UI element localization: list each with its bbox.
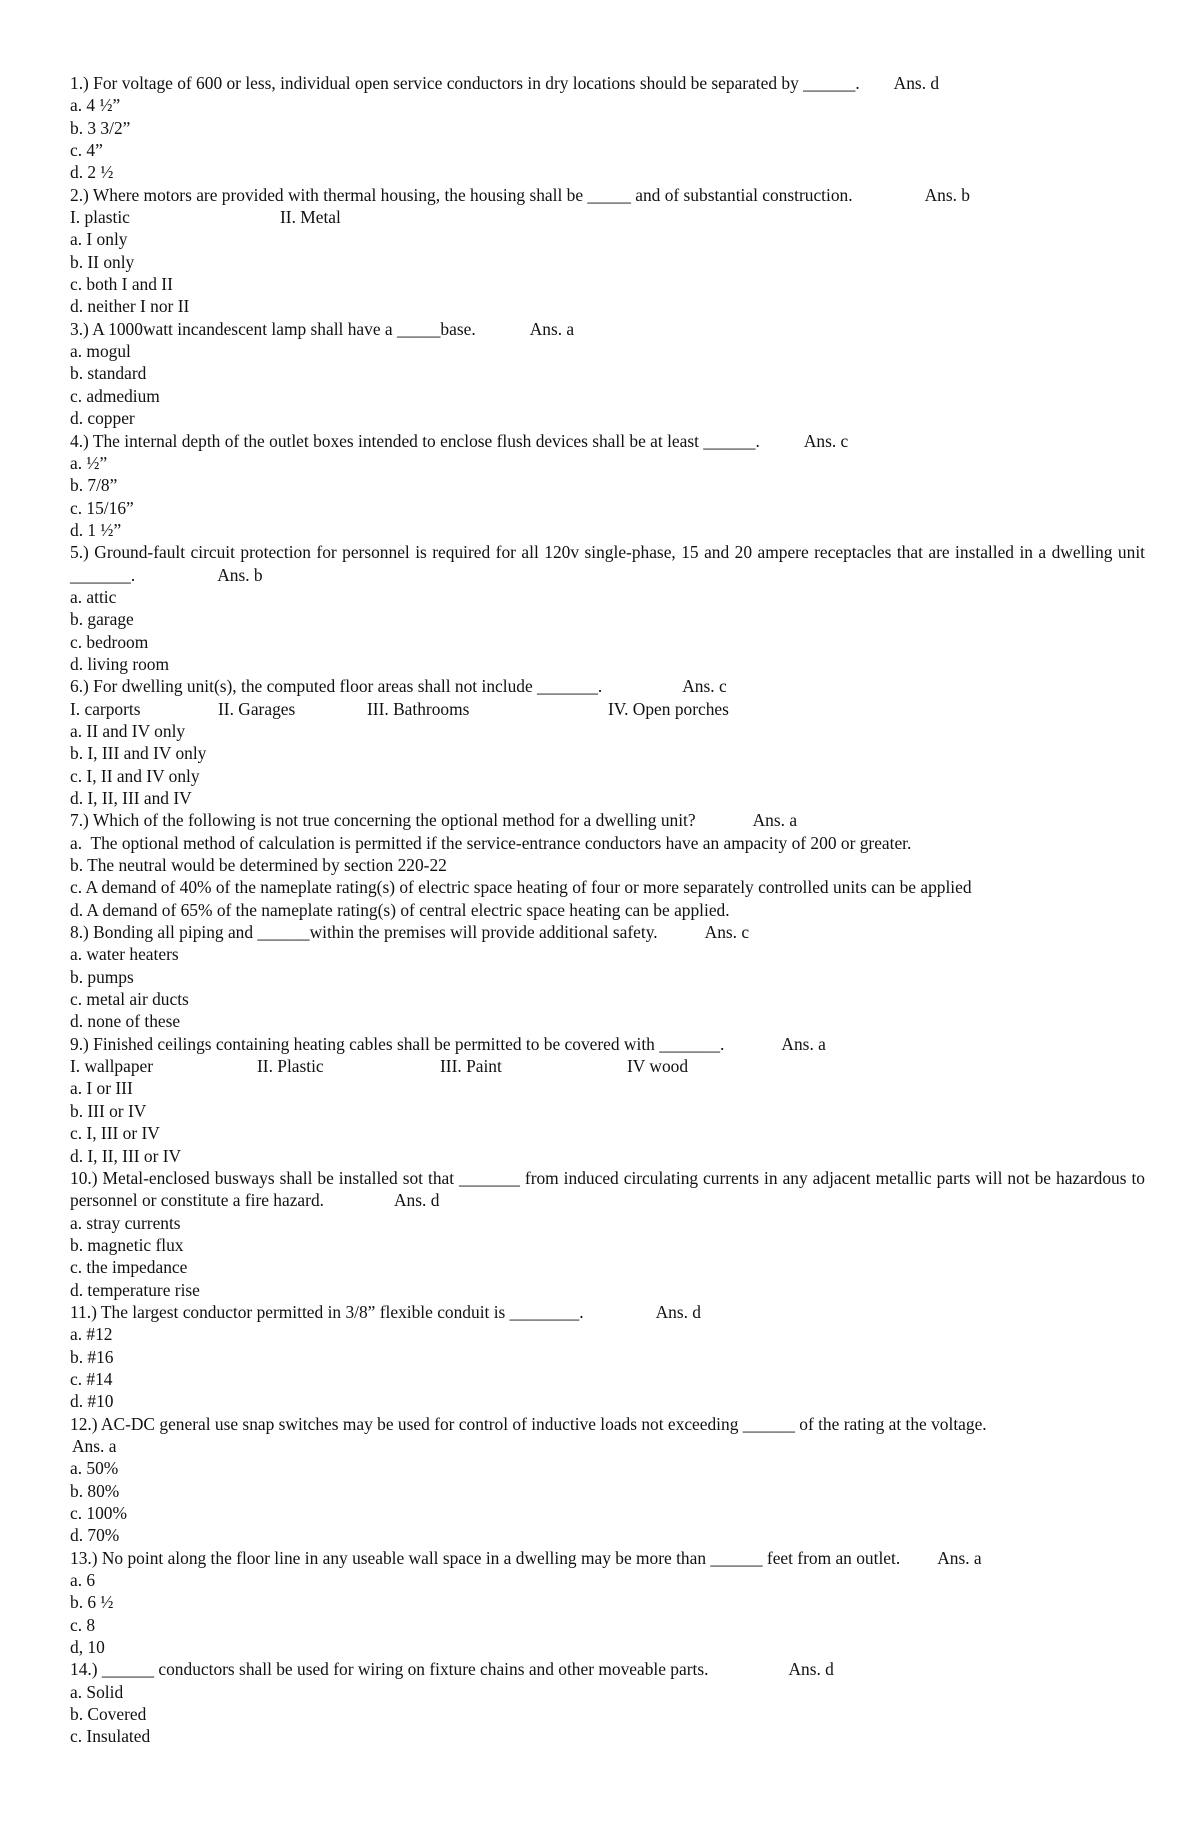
answer-option: a. mogul (70, 341, 131, 362)
roman-choice: II. Plastic (257, 1056, 324, 1077)
question-text: 3.) A 1000watt incandescent lamp shall have a _____base. (70, 318, 476, 339)
question-text: 8.) Bonding all piping and ______within the premises will provide additional safety. (70, 922, 658, 943)
question-stem (70, 1547, 1145, 1569)
answer-option: d, 10 (70, 1637, 105, 1658)
question-text: 2.) Where motors are provided with thermal housing, the housing shall be _____ and of substantial construction. (70, 184, 853, 205)
answer-option: a. water heaters (70, 944, 179, 965)
answer-option: c. the impedance (70, 1257, 188, 1278)
question-text: 5.) Ground-fault circuit protection for personnel is required for all 120v single-phase, 15 and 20 ampere receptacles that are installed in a dwelling unit _______. (70, 542, 1145, 585)
answer-key: Ans. d (394, 1190, 440, 1211)
question-block (70, 1301, 1145, 1413)
answer-key: Ans. b (924, 184, 971, 205)
question-text: 14.) ______ conductors shall be used for wiring on fixture chains and other moveable parts. (70, 1659, 709, 1680)
answer-option: c. both I and II (70, 274, 173, 295)
answer-option: b. garage (70, 609, 134, 630)
roman-choice: II. Metal (280, 207, 341, 228)
roman-choice: III. Bathrooms (367, 698, 470, 719)
answer-option: c. metal air ducts (70, 989, 189, 1010)
answer-option: b. III or IV (70, 1100, 147, 1121)
answer-option: a. #12 (70, 1324, 113, 1345)
answer-option: b. pumps (70, 966, 134, 987)
answer-option: b. standard (70, 363, 147, 384)
question-stem (70, 318, 1145, 340)
roman-choices-row (70, 206, 1145, 228)
exam-document (70, 72, 1145, 1748)
answer-option: a. attic (70, 586, 117, 607)
answer-key: Ans. c (704, 922, 750, 943)
question-stem (70, 184, 1145, 206)
answer-option: d. none of these (70, 1011, 181, 1032)
roman-choice: I. wallpaper (70, 1056, 154, 1077)
answer-key: Ans. d (655, 1301, 701, 1322)
question-block (70, 184, 1145, 318)
question-text: 13.) No point along the floor line in any useable wall space in a dwelling may be more than ______ feet from an outlet. (70, 1547, 901, 1568)
question-text: 9.) Finished ceilings containing heating cables shall be permitted to be covered with _______. (70, 1033, 725, 1054)
answer-key: Ans. a (72, 1435, 117, 1456)
question-text: 4.) The internal depth of the outlet boxes intended to enclose flush devices shall be at least ______. (70, 430, 760, 451)
roman-choices-row (70, 698, 1145, 720)
answer-option: a. 4 ½” (70, 95, 121, 116)
answer-option: d. temperature rise (70, 1279, 200, 1300)
answer-option: b. I, III and IV only (70, 743, 207, 764)
question-block (70, 1547, 1145, 1659)
answer-option: b. The neutral would be determined by section 220-22 (70, 855, 447, 876)
question-text: 10.) Metal-enclosed busways shall be installed sot that _______ from induced circulating currents in any adjacent metallic parts will not be hazardous to personnel or constitute a fire hazard. (70, 1167, 1145, 1211)
answer-option: a. I or III (70, 1078, 133, 1099)
answer-key: Ans. a (752, 810, 798, 831)
answer-option: a. I only (70, 229, 128, 250)
question-block (70, 430, 1145, 542)
question-block (70, 1413, 1145, 1547)
question-block (70, 1658, 1145, 1747)
answer-key: Ans. a (529, 318, 575, 339)
answer-option: c. A demand of 40% of the nameplate rating(s) of electric space heating of four or more separately controlled units can be applied (70, 877, 972, 898)
answer-option: b. magnetic flux (70, 1234, 184, 1255)
answer-key: Ans. c (682, 676, 727, 697)
question-stem (70, 675, 1145, 697)
question-block (70, 318, 1145, 430)
question-text: 12.) AC-DC general use snap switches may be used for control of inductive loads not exceeding ______ of the rating at the voltage. (70, 1413, 987, 1434)
answer-option: b. 7/8” (70, 475, 118, 496)
roman-choice: IV wood (627, 1056, 689, 1077)
roman-choice: I. carports (70, 698, 141, 719)
answer-option: d. 2 ½ (70, 162, 114, 183)
question-block (70, 72, 1145, 184)
answer-key: Ans. c (803, 430, 849, 451)
answer-option: d. 1 ½” (70, 519, 122, 540)
question-stem (70, 1301, 1145, 1323)
question-stem (70, 1167, 1145, 1212)
question-block (70, 1033, 1145, 1167)
answer-option: d. A demand of 65% of the nameplate rating(s) of central electric space heating can be applied. (70, 899, 730, 920)
question-block (70, 675, 1145, 809)
roman-choice: I. plastic (70, 207, 130, 228)
answer-option: c. #14 (70, 1368, 113, 1389)
question-stem (70, 809, 1145, 831)
answer-option: b. 80% (70, 1480, 120, 1501)
answer-option: d. I, II, III or IV (70, 1145, 182, 1166)
answer-key: Ans. a (937, 1547, 982, 1568)
answer-option: a. The optional method of calculation is permitted if the service-entrance conductors have an ampacity of 200 or greater. (70, 832, 912, 853)
answer-option: a. ½” (70, 452, 108, 473)
answer-option: a. II and IV only (70, 720, 186, 741)
answer-option: c. 4” (70, 140, 103, 161)
answer-option: d. copper (70, 408, 135, 429)
answer-option: d. #10 (70, 1391, 114, 1412)
question-stem (70, 1033, 1145, 1055)
answer-key: Ans. b (217, 564, 263, 585)
answer-option: c. bedroom (70, 631, 149, 652)
answer-option: b. Covered (70, 1704, 147, 1725)
answer-option: b. 6 ½ (70, 1592, 114, 1613)
question-stem (70, 72, 1145, 94)
question-text: 11.) The largest conductor permitted in 3/8” flexible conduit is ________. (70, 1301, 584, 1322)
question-stem (70, 1413, 1145, 1458)
roman-choices-row (70, 1055, 1145, 1077)
roman-choice: IV. Open porches (608, 698, 729, 719)
answer-option: c. Insulated (70, 1726, 151, 1747)
answer-option: c. 15/16” (70, 497, 134, 518)
answer-option: d. I, II, III and IV (70, 788, 192, 808)
answer-option: d. 70% (70, 1525, 120, 1546)
answer-option: c. 8 (70, 1614, 96, 1635)
question-stem (70, 430, 1145, 452)
question-block (70, 809, 1145, 921)
question-block (70, 921, 1145, 1033)
question-text: 7.) Which of the following is not true concerning the optional method for a dwelling unit? (70, 810, 696, 831)
answer-option: d. neither I nor II (70, 296, 190, 317)
answer-option: c. I, II and IV only (70, 765, 200, 786)
question-stem (70, 541, 1145, 586)
answer-option: a. 6 (70, 1570, 96, 1591)
answer-option: d. living room (70, 653, 170, 674)
question-stem (70, 921, 1145, 943)
answer-option: c. admedium (70, 385, 160, 406)
question-text: 6.) For dwelling unit(s), the computed floor areas shall not include _______. (70, 676, 603, 697)
roman-choice: III. Paint (440, 1056, 502, 1077)
question-text: 1.) For voltage of 600 or less, individual open service conductors in dry locations should be separated by ______. (70, 73, 860, 93)
answer-key: Ans. a (781, 1033, 826, 1054)
answer-option: a. 50% (70, 1458, 119, 1479)
answer-option: b. 3 3/2” (70, 117, 131, 138)
answer-option: b. #16 (70, 1346, 114, 1367)
answer-option: c. I, III or IV (70, 1123, 160, 1144)
question-stem (70, 1658, 1145, 1680)
answer-option: c. 100% (70, 1503, 127, 1523)
answer-key: Ans. d (893, 73, 940, 93)
answer-option: a. stray currents (70, 1212, 181, 1233)
roman-choice: II. Garages (218, 698, 296, 719)
question-block (70, 541, 1145, 675)
answer-key: Ans. d (788, 1659, 834, 1680)
answer-option: b. II only (70, 251, 135, 272)
question-block (70, 1167, 1145, 1301)
answer-option: a. Solid (70, 1681, 124, 1702)
